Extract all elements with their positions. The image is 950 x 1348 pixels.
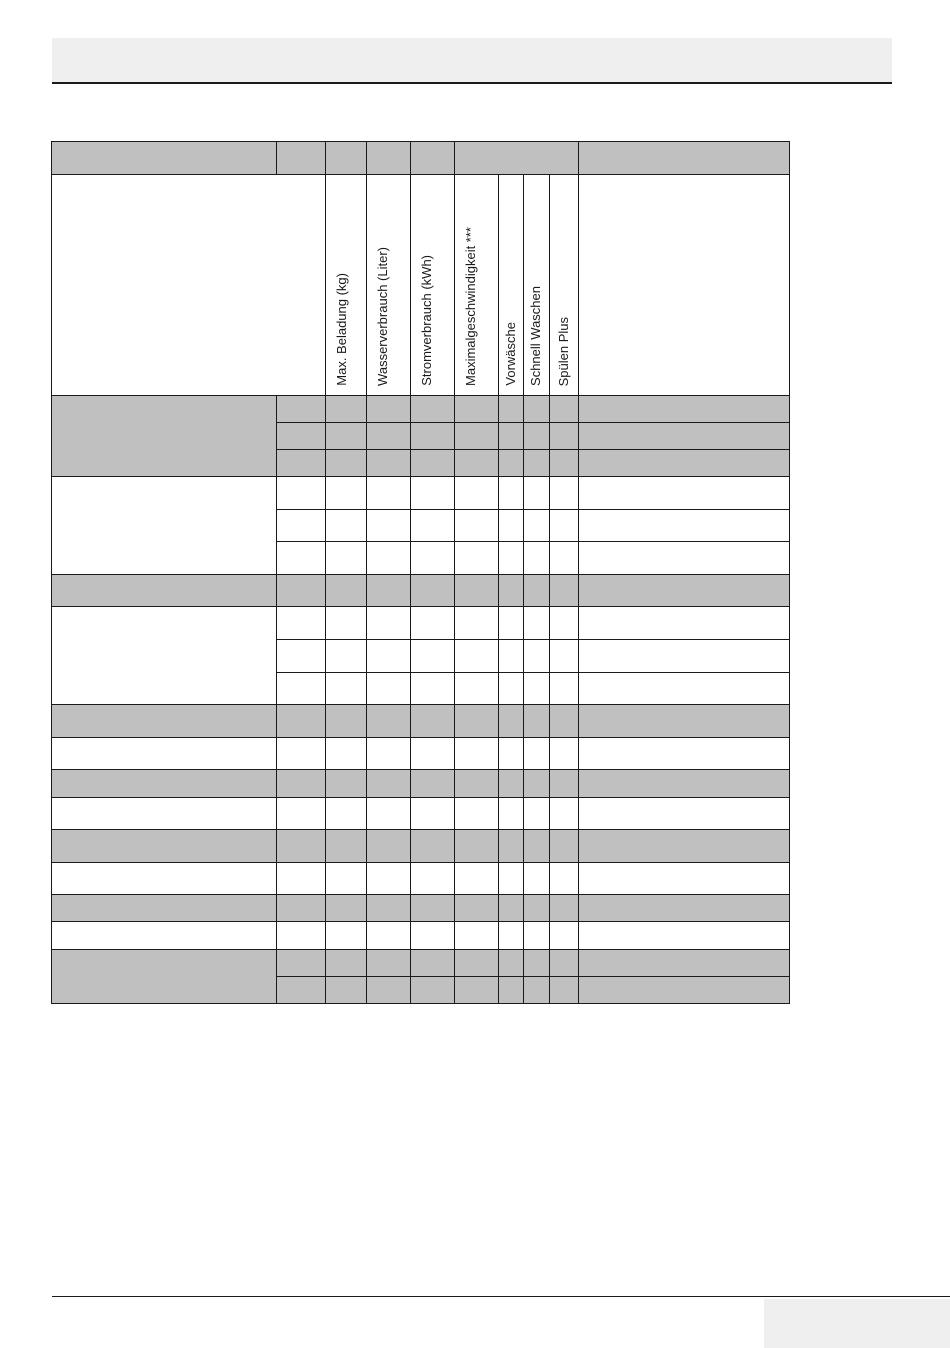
program-name-cell [52, 895, 277, 922]
col-label-water: Wasserverbrauch (Liter) [375, 247, 390, 386]
program-name-cell [52, 477, 277, 575]
subheader-cell [579, 175, 790, 396]
col-header-max-load [326, 175, 367, 396]
table-header-row [52, 142, 790, 175]
header-cell [326, 142, 367, 175]
program-name-cell [52, 396, 277, 477]
page-number-box [764, 1299, 950, 1348]
table-row [52, 607, 790, 640]
program-name-cell [52, 607, 277, 705]
table-row [52, 922, 790, 950]
program-name-cell [52, 950, 277, 1004]
header-cell-selectable [579, 142, 790, 175]
col-header-water [367, 175, 411, 396]
table-row [52, 770, 790, 798]
program-name-cell [52, 738, 277, 770]
table-row [52, 798, 790, 830]
col-label-energy: Stromverbrauch (kWh) [419, 255, 434, 386]
table-subheader-row [52, 175, 790, 396]
col-label-rinse-plus: Spülen Plus [556, 316, 571, 386]
program-name-cell [52, 922, 277, 950]
col-header-rinse-plus [550, 175, 579, 396]
table-row [52, 477, 790, 510]
col-label-max-load: Max. Beladung (kg) [334, 273, 349, 386]
table-row [52, 575, 790, 607]
header-cell-program [52, 142, 277, 175]
table-row [52, 830, 790, 863]
footer-divider [52, 1296, 950, 1297]
program-name-cell [52, 770, 277, 798]
program-name-cell [52, 575, 277, 607]
col-header-prewash [499, 175, 524, 396]
table-row [52, 863, 790, 895]
program-table [51, 141, 790, 1004]
table-row [52, 950, 790, 977]
col-label-prewash: Vorwäsche [503, 322, 518, 386]
program-name-cell [52, 863, 277, 895]
header-cell [367, 142, 411, 175]
program-name-cell [52, 798, 277, 830]
program-name-cell [52, 705, 277, 738]
col-label-quick-wash: Schnell Waschen [528, 286, 543, 386]
header-cell-temperature [277, 142, 326, 175]
header-cell-options [455, 142, 579, 175]
header-cell [411, 142, 455, 175]
table-row [52, 738, 790, 770]
subheader-cell [52, 175, 326, 396]
col-header-quick-wash [524, 175, 550, 396]
col-label-max-speed: Maximalgeschwindigkeit *** [463, 227, 478, 386]
col-header-max-speed [455, 175, 499, 396]
table-row [52, 396, 790, 423]
table-row [52, 705, 790, 738]
col-header-energy [411, 175, 455, 396]
page-header-bar [52, 38, 892, 84]
program-name-cell [52, 830, 277, 863]
table-row [52, 895, 790, 922]
